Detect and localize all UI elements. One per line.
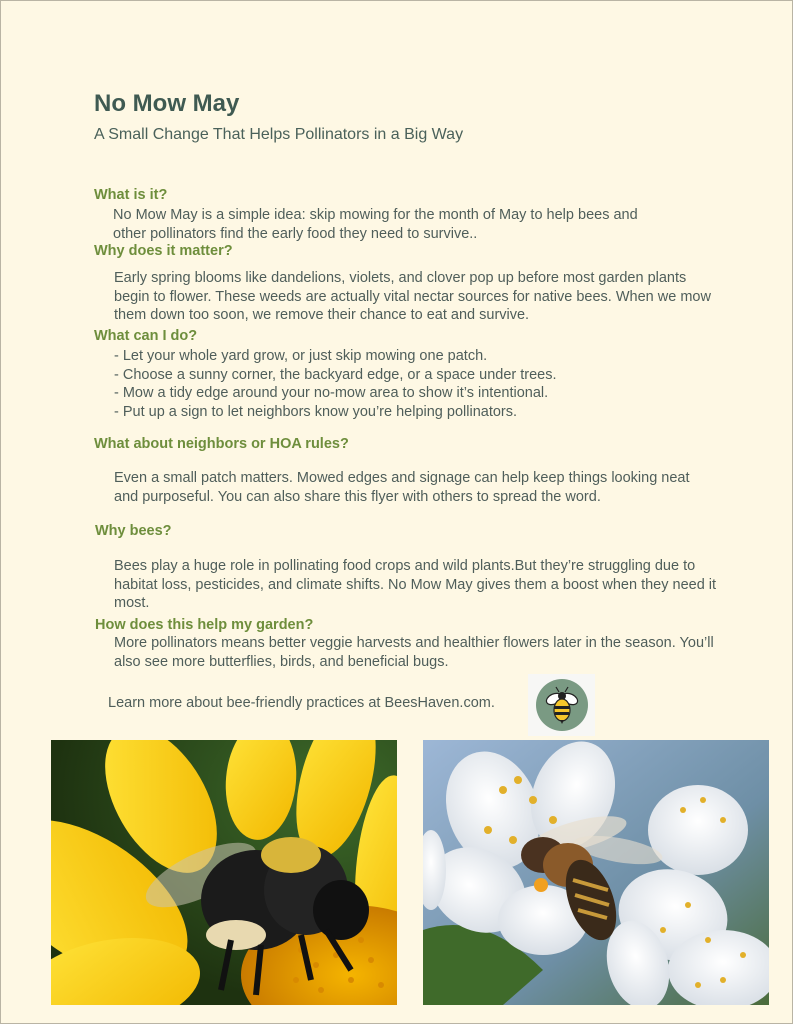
paragraph-line: More pollinators means better veggie harvests and healthier flowers later in the season. You’ll xyxy=(114,635,714,651)
paragraph-what-is-it xyxy=(113,206,638,243)
list-item: - Mow a tidy edge around your no-mow area to show it’s intentional. xyxy=(114,385,549,401)
paragraph-line: most. xyxy=(114,595,150,611)
paragraph-line: Even a small patch matters. Mowed edges and signage can help keep things looking neat xyxy=(114,470,690,486)
footer-link-text: Learn more about bee-friendly practices at BeesHaven.com. xyxy=(108,695,495,711)
paragraph-garden xyxy=(114,634,714,671)
paragraph-neighbors xyxy=(114,469,690,506)
paragraph-line: begin to flower. These weeds are actually vital nectar sources for native bees. When we mow xyxy=(114,288,711,305)
bumblebee-on-sunflower-photo xyxy=(51,740,397,1005)
paragraph-line: them down too soon, we remove their chance to eat and survive. xyxy=(114,307,530,323)
heading-neighbors: What about neighbors or HOA rules? xyxy=(94,436,349,452)
heading-what-can-i-do: What can I do? xyxy=(94,328,198,344)
heading-what-is-it: What is it? xyxy=(94,187,168,203)
paragraph-why-matter xyxy=(114,269,711,325)
list-item: - Put up a sign to let neighbors know you’re helping pollinators. xyxy=(114,403,518,420)
paragraph-line: Early spring blooms like dandelions, violets, and clover pop up before most garden plants xyxy=(114,270,687,286)
list-item: - Let your whole yard grow, or just skip mowing one patch. xyxy=(114,348,488,364)
list-item: - Choose a sunny corner, the backyard edge, or a space under trees. xyxy=(114,366,557,383)
action-list xyxy=(114,347,557,421)
paragraph-line: and purposeful. You can also share this flyer with others to spread the word. xyxy=(114,488,601,505)
paragraph-why-bees xyxy=(114,557,716,613)
paragraph-line: also see more butterflies, birds, and beneficial bugs. xyxy=(114,653,449,670)
paragraph-line: other pollinators find the early food they need to survive.. xyxy=(113,225,478,242)
heading-garden: How does this help my garden? xyxy=(95,617,314,633)
heading-why-matter: Why does it matter? xyxy=(94,243,233,259)
page-subtitle: A Small Change That Helps Pollinators in a Big Way xyxy=(94,126,464,143)
bee-logo-icon xyxy=(528,674,595,736)
heading-why-bees: Why bees? xyxy=(95,523,172,539)
page-title: No Mow May xyxy=(94,90,240,117)
paragraph-line: No Mow May is a simple idea: skip mowing for the month of May to help bees and xyxy=(113,207,638,223)
paragraph-line: habitat loss, pesticides, and climate shifts. No Mow May gives them a boost when they need it xyxy=(114,576,717,593)
paragraph-line: Bees play a huge role in pollinating food crops and wild plants.But they’re struggling due to xyxy=(114,558,696,574)
honeybee-on-blossom-photo xyxy=(423,740,769,1005)
